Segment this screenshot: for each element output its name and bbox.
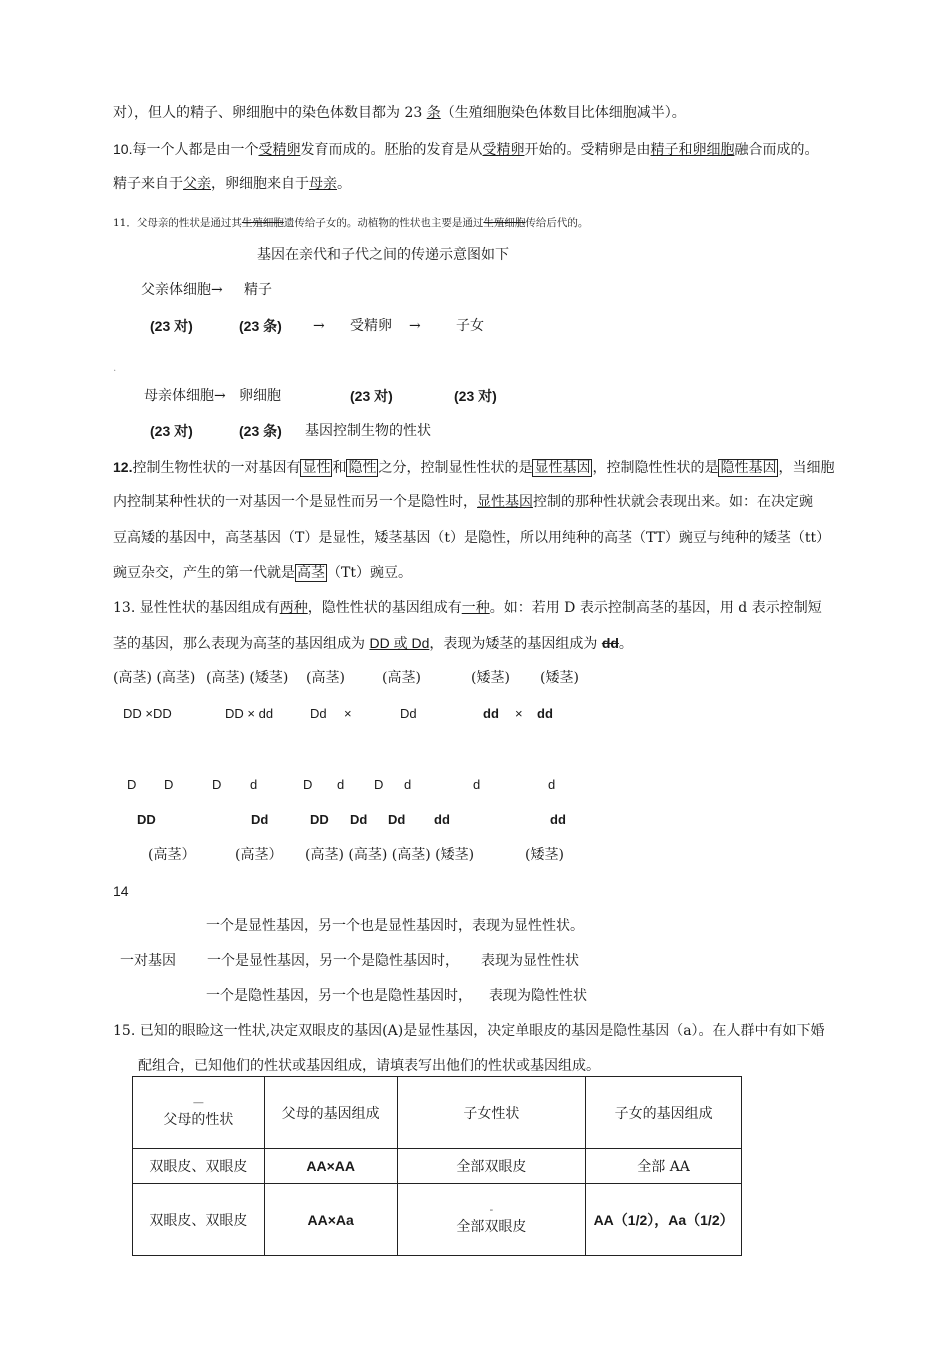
father-cell: 父亲体细胞→ (141, 282, 223, 298)
offspring-geno: Dd (350, 812, 368, 827)
item-12-line3: 豆高矮的基因中，高茎基因（T）是显性，矮茎基因（t）是隐性，所以用纯种的高茎（TT）豌豆与纯种的矮茎（tt） (113, 530, 831, 546)
item-14-num: 14 (113, 883, 129, 899)
arrow-icon: → (313, 318, 325, 334)
diagram-title: 基因在亲代和子代之间的传递示意图如下 (257, 247, 509, 263)
table-cell: 双眼皮、双眼皮 (133, 1184, 265, 1256)
table-cell: 全部双眼皮 (397, 1149, 586, 1184)
offspring-geno: dd (550, 812, 566, 827)
offspring-geno: Dd (388, 812, 406, 827)
zygote: 受精卵 (350, 318, 392, 334)
gene-control: 基因控制生物的性状 (305, 423, 431, 439)
zygote-pair: (23 对) (350, 388, 393, 404)
gamete: d (473, 777, 481, 792)
genotype-table (132, 1076, 742, 1256)
parent-pheno: (矮茎) (540, 670, 579, 686)
offspring-geno: DD (137, 812, 156, 827)
item-12-line1: 12.控制生物性状的一对基因有 显性 和 隐性 之分，控制显性性状的是 显性基因 ，控制隐性性状的是 隐性基因 ，当细胞 (113, 459, 835, 476)
table-row (133, 1184, 742, 1256)
mother-pair: (23 对) (150, 423, 193, 439)
item-10-line1: 10.每一个人都是由一个受精卵发育而成的。胚胎的发育是从受精卵开始的。受精卵是由精子和卵细胞融合而成的。 (113, 141, 819, 158)
offspring-pheno: (高茎) (高茎) (高茎) (矮茎) (305, 847, 475, 863)
sperm-chain: (23 条) (239, 318, 282, 334)
table-cell: AA×AA (264, 1149, 397, 1184)
item-12-line2: 内控制某种性状的一对基因一个是显性而另一个是隐性时，显性基因控制的那种性状就会表现出来。如：在决定豌 (113, 494, 813, 510)
item-14-row1: 一个是显性基因，另一个也是显性基因时，表现为显性性状。 (206, 918, 584, 934)
item-15-line1: 15. 已知的眼睑这一性状,决定双眼皮的基因(A)是显性基因，决定单眼皮的基因是隐性基因（a）。在人群中有如下婚 (113, 1023, 825, 1039)
item-13-line2: 茎的基因，那么表现为高茎的基因组成为 DD 或 Dd，表现为矮茎的基因组成为 dd。 (113, 635, 633, 652)
offspring-pheno: (高茎） (235, 847, 283, 863)
table-header-cell: 子女性状 (397, 1077, 586, 1149)
mother-cell: 母亲体细胞→ (144, 388, 226, 404)
gamete: D (374, 777, 384, 792)
gamete: D (303, 777, 313, 792)
gamete: D (212, 777, 222, 792)
gamete: D (127, 777, 137, 792)
gamete: d (548, 777, 556, 792)
gamete: d (250, 777, 258, 792)
parent-pheno: (矮茎) (471, 670, 510, 686)
table-cell: AA（1/2），Aa（1/2） (586, 1184, 742, 1256)
egg: 卵细胞 (239, 388, 281, 404)
child: 子女 (456, 318, 484, 334)
table-cell: - 全部双眼皮 (397, 1184, 586, 1256)
table-header-cell: 父母的基因组成 (264, 1077, 397, 1149)
item-14-label: 一对基因 (120, 953, 176, 969)
text-line: 对），但人的精子、卵细胞中的染色体数目都为 23 条（生殖细胞染色体数目比体细胞减半）。 (113, 105, 686, 121)
offspring-pheno: (高茎） (148, 847, 196, 863)
table-cell: 全部 AA (586, 1149, 742, 1184)
item-13-line1: 13. 显性性状的基因组成有两种，隐性性状的基因组成有一种。如：若用 D 表示控制高茎的基因，用 d 表示控制短 (113, 600, 822, 616)
parent-geno: dd (537, 706, 553, 721)
parent-geno: DD × dd (225, 706, 274, 721)
offspring-geno: dd (434, 812, 450, 827)
table-header-cell: — 父母的性状 (133, 1077, 265, 1149)
table-cell: 双眼皮、双眼皮 (133, 1149, 265, 1184)
item-11: 11．父母亲的性状是通过其生殖细胞遗传给子女的。动植物的性状也主要是通过生殖细胞传给后代的。 (113, 217, 589, 229)
parent-geno: Dd (400, 706, 417, 721)
table-header-cell: 子女的基因组成 (586, 1077, 742, 1149)
item-10-line2: 精子来自于父亲，卵细胞来自于母亲。 (113, 176, 351, 192)
gamete: d (337, 777, 345, 792)
gamete: D (164, 777, 174, 792)
child-pair: (23 对) (454, 388, 497, 404)
table-header-row (133, 1077, 742, 1149)
parent-pheno: (高茎) (306, 670, 345, 686)
father-pair: (23 对) (150, 318, 193, 334)
offspring-geno: Dd (251, 812, 269, 827)
parent-pheno: (高茎) (矮茎) (206, 670, 289, 686)
egg-chain: (23 条) (239, 423, 282, 439)
item-14-row2: 一个是显性基因，另一个是隐性基因时， 表现为显性性状 (207, 953, 579, 969)
offspring-geno: DD (310, 812, 329, 827)
item-12-line4: 豌豆杂交，产生的第一代就是 高茎 （Tt）豌豆。 (113, 565, 412, 581)
dot-mark: . (113, 362, 117, 374)
arrow-icon: → (409, 318, 421, 334)
parent-pheno: (高茎) (382, 670, 421, 686)
table-row (133, 1149, 742, 1184)
parent-pheno: (高茎) (高茎) (113, 670, 196, 686)
item-14-row3: 一个是隐性基因，另一个也是隐性基因时， 表现为隐性性状 (206, 988, 587, 1004)
parent-geno: dd (483, 706, 499, 721)
parent-geno: Dd (310, 706, 327, 721)
gamete: d (404, 777, 412, 792)
table-cell: AA×Aa (264, 1184, 397, 1256)
sperm: 精子 (244, 282, 272, 298)
cross-sign: × (515, 706, 523, 721)
parent-geno: DD ×DD (123, 706, 172, 721)
offspring-pheno: (矮茎) (525, 847, 564, 863)
cross-sign: × (344, 706, 352, 721)
item-15-line2: 配组合，已知他们的性状或基因组成，请填表写出他们的性状或基因组成。 (138, 1058, 600, 1074)
